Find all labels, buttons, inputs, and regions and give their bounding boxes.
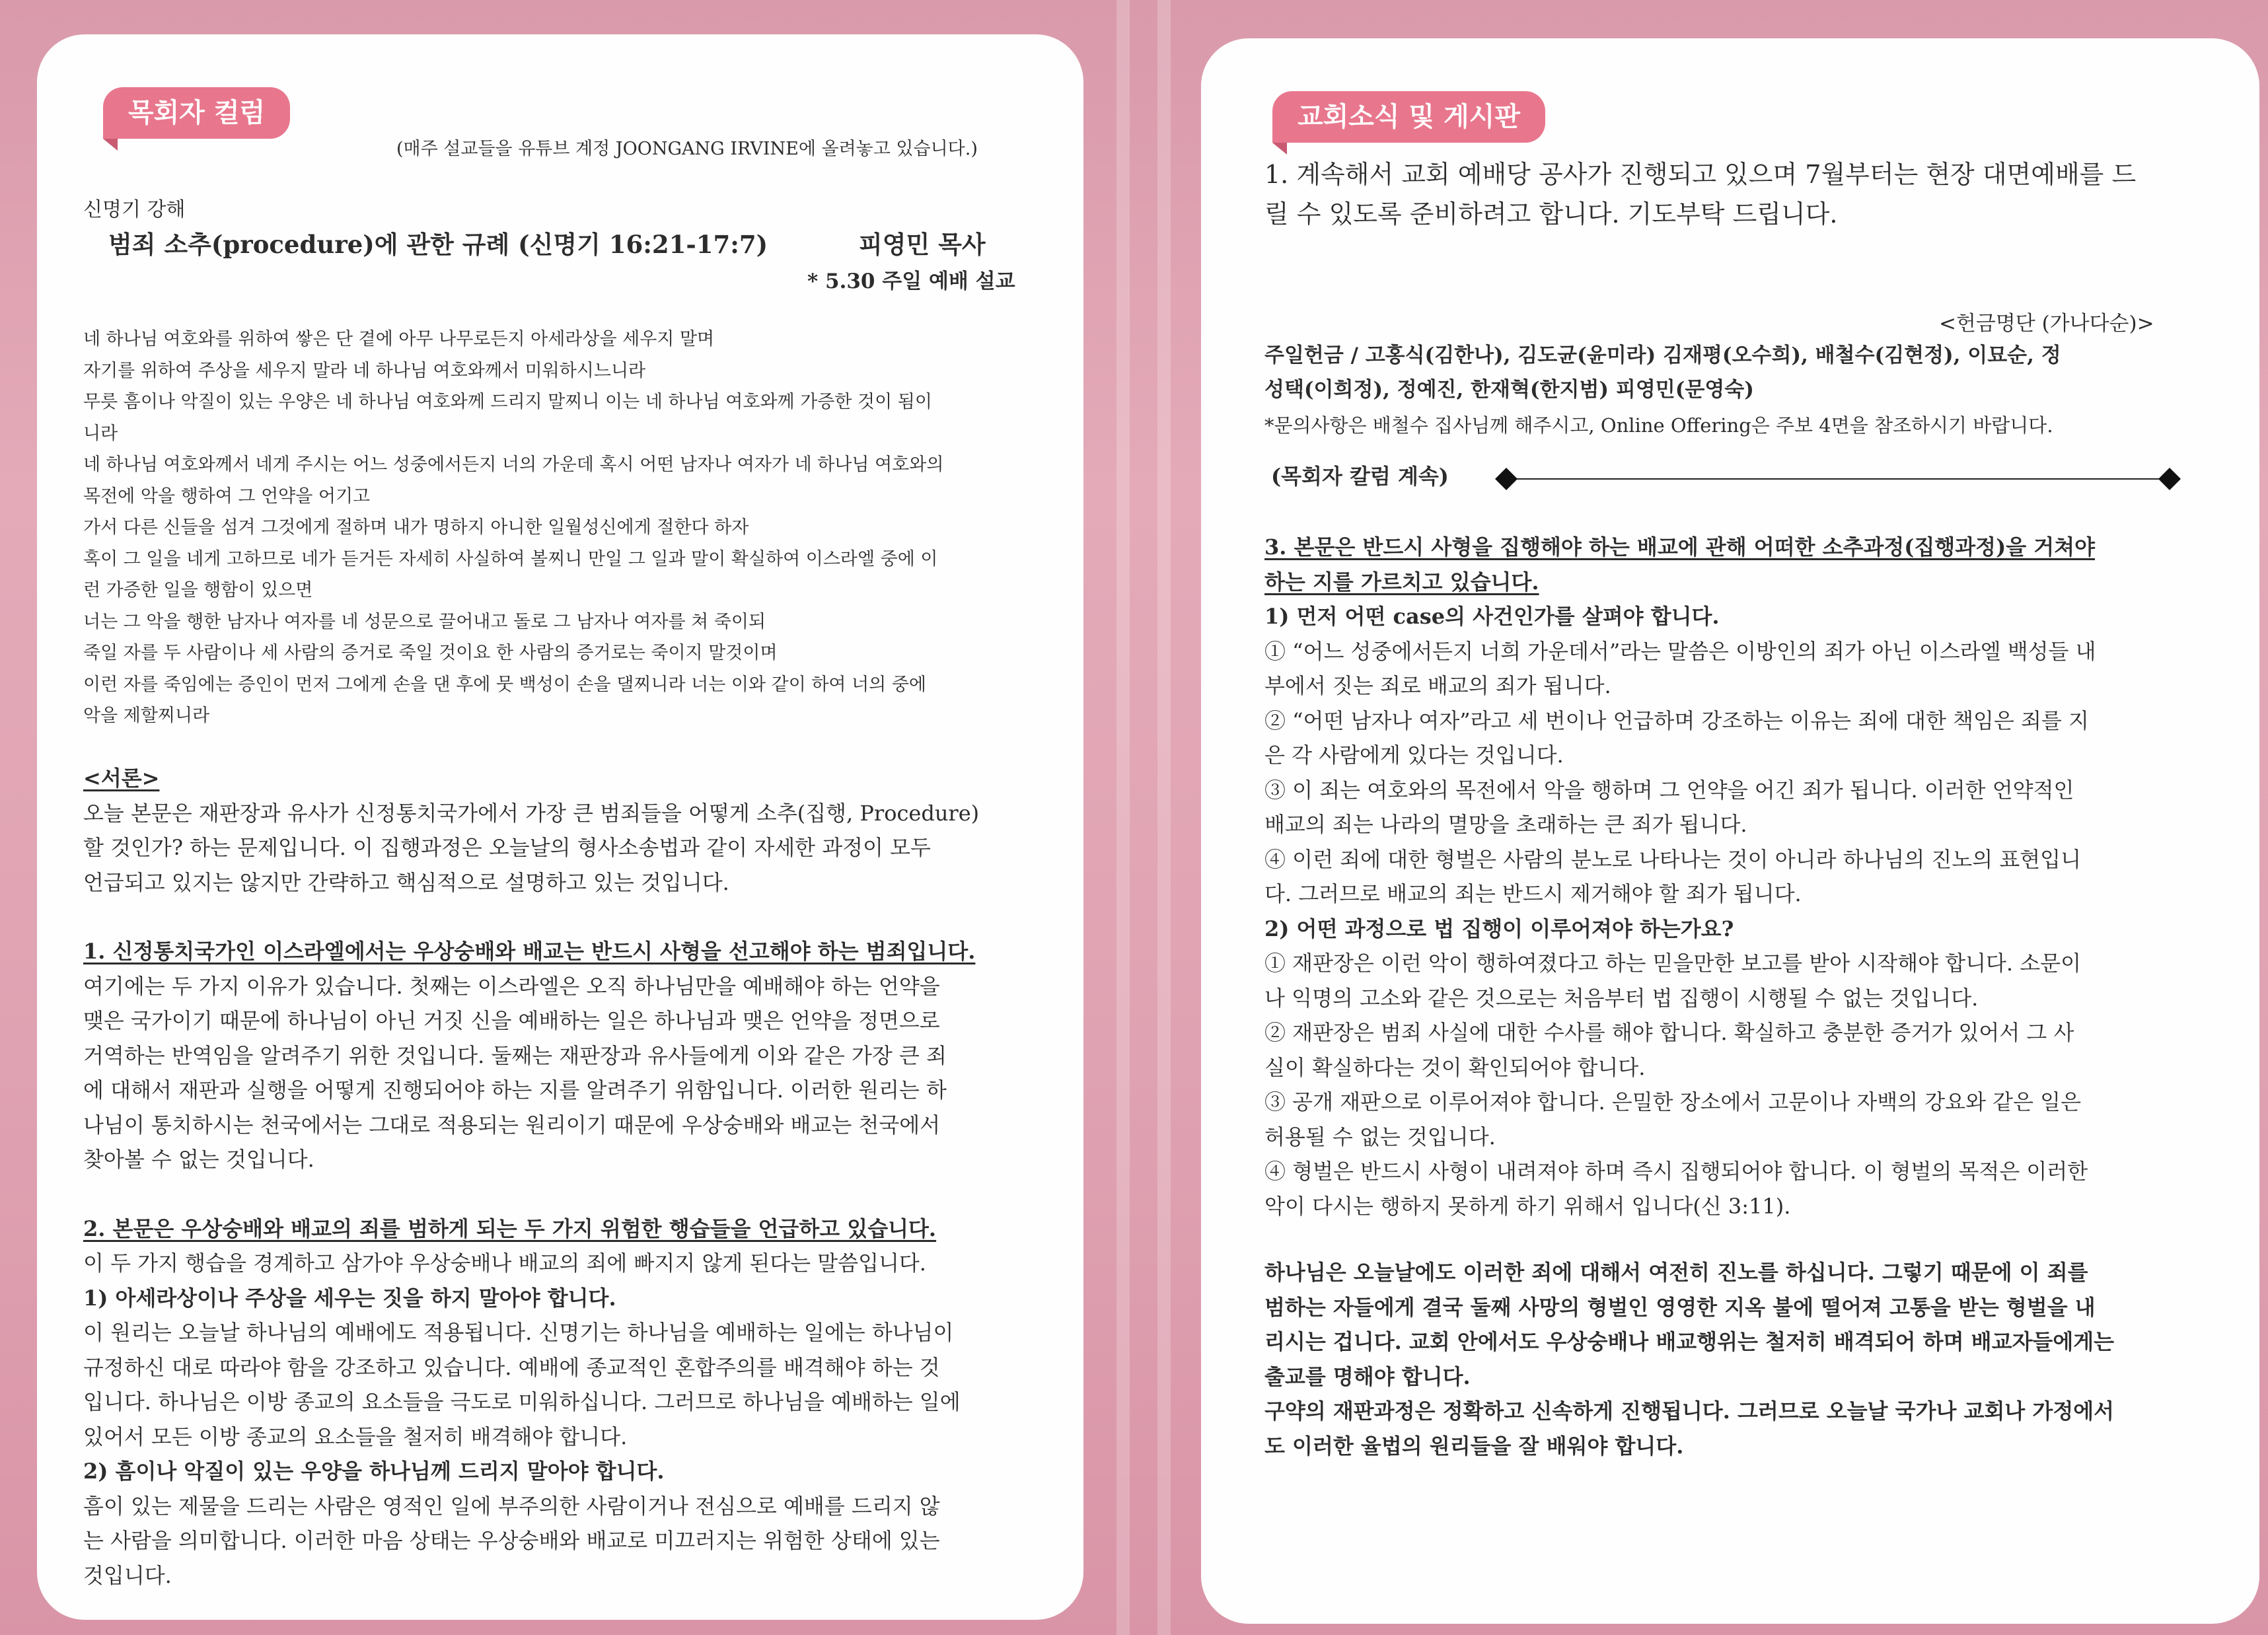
conclusion-line: 리시는 겁니다. 교회 안에서도 우상숭배나 배교행위는 철저히 배격되어 하며 배교자들에게는: [1264, 1329, 2115, 1354]
paragraph-line: 거역하는 반역임을 알려주기 위한 것입니다. 둘째는 재판장과 유사들에게 이와 같은 가장 큰 죄: [83, 1042, 947, 1068]
subsection-2-1-heading: 1) 아세라상이나 주상을 세우는 짓을 하지 말아야 합니다.: [83, 1285, 616, 1311]
paragraph-line: 나님이 통치하시는 천국에서는 그대로 적용되는 원리이기 때문에 우상숭배와 배교는 천국에서: [83, 1112, 941, 1138]
diamond-right-icon: [2158, 468, 2181, 490]
paragraph-line: 여기에는 두 가지 이유가 있습니다. 첫째는 이스라엘은 오직 하나님만을 예배해야 하는 언약을: [83, 973, 940, 999]
paragraph-line: ① 재판장은 이런 악이 행하여졌다고 하는 믿을만한 보고를 받아 시작해야 합니다. 소문이: [1264, 951, 2081, 976]
subsection-2-2-heading: 2) 흠이나 악질이 있는 우양을 하나님께 드리지 말아야 합니다.: [83, 1459, 665, 1484]
paragraph-line: 흠이 있는 제물을 드리는 사람은 영적인 일에 부주의한 사람이거나 전심으로 예배를 드리지 않: [83, 1493, 940, 1519]
paragraph-line: ③ 공개 재판으로 이루어져야 합니다. 은밀한 장소에서 고문이나 자백의 강요와 같은 일은: [1264, 1089, 2081, 1114]
spacer: [83, 900, 1040, 934]
donors-line: 성택(이희정), 정예진, 한재혁(한지범) 피영민(문영숙): [1264, 378, 1754, 402]
sermon-date: * 5.30 주일 예배 설교: [807, 270, 1015, 293]
paragraph-line: 있어서 모든 이방 종교의 요소들을 철저히 배격해야 합니다.: [83, 1424, 628, 1449]
paragraph-line: ② “어떤 남자나 여자”라고 세 번이나 언급하며 강조하는 이유는 죄에 대한 책임은 죄를 지: [1264, 708, 2089, 733]
spacer: [83, 1177, 1040, 1212]
paragraph-line: ③ 이 죄는 여호와의 목전에서 악을 행하며 그 언약을 어긴 죄가 됩니다. 이러한 언약적인: [1264, 777, 2074, 803]
paragraph-line: 에 대해서 재판과 실행을 어떻게 진행되어야 하는 지를 알려주기 위함입니다. 이러한 원리는 하: [83, 1077, 947, 1103]
donors-heading: <헌금명단 (가나다순)>: [1939, 312, 2154, 336]
paragraph-line: 은 각 사람에게 있다는 것입니다.: [1264, 743, 1564, 768]
verse-line: 니라: [83, 423, 118, 444]
news-line: 릴 수 있도록 준비하려고 합니다. 기도부탁 드립니다.: [1264, 200, 1838, 229]
youtube-notice: (매주 설교들을 유튜브 계정 JOONGANG IRVINE에 올려놓고 있습니다.): [396, 139, 978, 159]
verse-line: 자기를 위하여 주상을 세우지 말라 네 하나님 여호와께서 미워하시느니라: [83, 360, 646, 381]
news-line: 1. 계속해서 교회 예배당 공사가 진행되고 있으며 7월부터는 현장 대면예배를 드: [1264, 160, 2137, 189]
verse-line: 가서 다른 신들을 섬겨 그것에게 절하며 내가 명하지 아니한 일월성신에게 절한다 하자: [83, 517, 749, 538]
paragraph-line: ④ 이런 죄에 대한 형벌은 사람의 분노로 나타나는 것이 아니라 하나님의 진노의 표현입니: [1264, 846, 2081, 872]
donors-note: *문의사항은 배철수 집사님께 해주시고, Online Offering은 주보 4면을 참조하시기 바랍니다.: [1264, 414, 2053, 437]
donors-list: [1264, 338, 2183, 407]
verse-line: 목전에 악을 행하여 그 언약을 어기고: [83, 486, 371, 507]
verse-line: 혹이 그 일을 네게 고하므로 네가 듣거든 자세히 사실하여 볼찌니 만일 그 일과 말이 확실하여 이스라엘 중에 이: [83, 548, 938, 569]
section-1-heading: 1. 신정통치국가인 이스라엘에서는 우상숭배와 배교는 반드시 사형을 선고해야 하는 범죄입니다.: [83, 939, 976, 964]
paragraph-line: 부에서 짓는 죄로 배교의 죄가 됩니다.: [1264, 673, 1611, 698]
paragraph-line: ① “어느 성중에서든지 너희 가운데서”라는 말씀은 이방인의 죄가 아닌 이스라엘 백성들 내: [1264, 638, 2096, 664]
paragraph-line: 규정하신 대로 따라야 함을 강조하고 있습니다. 예배에 종교적인 혼합주의를 배격해야 하는 것: [83, 1354, 940, 1380]
donors-line: 주일헌금 / 고홍식(김한나), 김도균(윤미라) 김재평(오수희), 배철수(김현정), 이묘순, 정: [1264, 344, 2061, 367]
paragraph-line: 맺은 국가이기 때문에 하나님이 아닌 거짓 신을 예배하는 일은 하나님과 맺은 언약을 정면으로: [83, 1008, 940, 1033]
diamond-left-icon: [1495, 468, 1518, 490]
paragraph-line: 찾아볼 수 없는 것입니다.: [83, 1147, 314, 1172]
paragraph-line: 배교의 죄는 나라의 멸망을 초래하는 큰 죄가 됩니다.: [1264, 812, 1747, 837]
paragraph-line: ④ 형벌은 반드시 사형이 내려져야 하며 즉시 집행되어야 합니다. 이 형벌의 목적은 이러한: [1264, 1159, 2088, 1184]
church-news: [1264, 155, 2183, 234]
paragraph-line: 이 두 가지 행습을 경계하고 삼가야 우상숭배나 배교의 죄에 빠지지 않게 된다는 말씀입니다.: [83, 1251, 926, 1276]
verse-line: 런 가증한 일을 행함이 있으면: [83, 580, 313, 600]
spacer: [1264, 1223, 2183, 1255]
verse-line: 죽일 자를 두 사람이나 세 사람의 증거로 죽일 것이요 한 사람의 증거로는 죽이지 말것이며: [83, 643, 778, 663]
verse-line: 네 하나님 여호와를 위하여 쌓은 단 곁에 아무 나무로든지 아세라상을 세우지 말며: [83, 329, 715, 349]
column-continued-label: (목회자 칼럼 계속): [1271, 464, 1449, 489]
verse-line: 너는 그 악을 행한 남자나 여자를 네 성문으로 끌어내고 돌로 그 남자나 여자를 쳐 죽이되: [83, 611, 766, 632]
paragraph-line: 허용될 수 없는 것입니다.: [1264, 1124, 1496, 1149]
paragraph-line: 다. 그러므로 배교의 죄는 반드시 제거해야 할 죄가 됩니다.: [1264, 881, 1802, 906]
closing-line: 도 이러한 율법의 원리들을 잘 배워야 합니다.: [1264, 1433, 1684, 1459]
column-continued-body: [1264, 530, 2183, 1463]
scripture-passage: [83, 324, 1040, 732]
paragraph-line: 오늘 본문은 재판장과 유사가 신정통치국가에서 가장 큰 범죄들을 어떻게 소추(집행, Procedure): [83, 800, 980, 826]
verse-line: 이런 자를 죽임에는 증인이 먼저 그에게 손을 댄 후에 뭇 백성이 손을 댈찌니라 너는 이와 같이 하여 너의 중에: [83, 674, 927, 695]
paragraph-line: 것입니다.: [83, 1562, 172, 1588]
intro-heading: <서론>: [83, 766, 160, 791]
conclusion-line: 출교를 명해야 합니다.: [1264, 1363, 1471, 1389]
divider-line: [1490, 462, 2185, 495]
paragraph-line: 할 것인가? 하는 문제입니다. 이 집행과정은 오늘날의 형사소송법과 같이 자세한 과정이 모두: [83, 835, 931, 860]
paragraph-line: 나 익명의 고소와 같은 것으로는 처음부터 법 집행이 시행될 수 없는 것입니다.: [1264, 985, 1979, 1011]
paragraph-line: 언급되고 있지는 않지만 간략하고 핵심적으로 설명하고 있는 것입니다.: [83, 869, 729, 895]
subsection-3-1-heading: 1) 먼저 어떤 case의 사건인가를 살펴야 합니다.: [1264, 604, 1720, 629]
paragraph-line: ② 재판장은 범죄 사실에 대한 수사를 해야 합니다. 확실하고 충분한 증거가 있어서 그 사: [1264, 1020, 2074, 1045]
closing-line: 구약의 재판과정은 정확하고 신속하게 진행됩니다. 그러므로 오늘날 국가나 교회나 가정에서: [1264, 1399, 2115, 1424]
section-3-heading: 하는 지를 가르치고 있습니다.: [1264, 569, 1539, 595]
section-2-heading: 2. 본문은 우상숭배와 배교의 죄를 범하게 되는 두 가지 위험한 행습들을 언급하고 있습니다.: [83, 1216, 937, 1241]
conclusion-line: 범하는 자들에게 결국 둘째 사망의 형벌인 영영한 지옥 불에 떨어져 고통을 받는 형벌을 내: [1264, 1294, 2096, 1320]
paragraph-line: 입니다. 하나님은 이방 종교의 요소들을 극도로 미워하십니다. 그러므로 하나님을 예배하는 일에: [83, 1389, 961, 1414]
paragraph-line: 악이 다시는 행하지 못하게 하기 위해서 입니다(신 3:11).: [1264, 1193, 1791, 1219]
verse-line: 무릇 흠이나 악질이 있는 우양은 네 하나님 여호와께 드리지 말찌니 이는 네 하나님 여호와께 가증한 것이 됨이: [83, 392, 932, 412]
series-label: 신명기 강해: [83, 198, 186, 221]
paragraph-line: 는 사람을 의미합니다. 이러한 마음 상태는 우상숭배와 배교로 미끄러지는 위험한 상태에 있는: [83, 1528, 940, 1553]
sermon-author: 피영민 목사: [859, 230, 986, 259]
subsection-3-2-heading: 2) 어떤 과정으로 법 집행이 이루어져야 하는가요?: [1264, 916, 1734, 941]
column-body: [83, 761, 1040, 1593]
paragraph-line: 실이 확실하다는 것이 확인되어야 합니다.: [1264, 1054, 1646, 1080]
paragraph-line: 이 원리는 오늘날 하나님의 예배에도 적용됩니다. 신명기는 하나님을 예배하는 일에는 하나님이: [83, 1320, 954, 1345]
section-tag-pastor-column: 목회자 컬럼: [103, 87, 290, 139]
verse-line: 네 하나님 여호와께서 네게 주시는 어느 성중에서든지 너의 가운데 혹시 어떤 남자나 여자가 네 하나님 여호와의: [83, 454, 944, 475]
sermon-title: 범죄 소추(procedure)에 관한 규례 (신명기 16:21-17:7): [108, 230, 768, 259]
verse-line: 악을 제할찌니라: [83, 706, 210, 726]
section-tag-church-news: 교회소식 및 게시판: [1272, 91, 1545, 143]
conclusion-line: 하나님은 오늘날에도 이러한 죄에 대해서 여전히 진노를 하십니다. 그렇기 때문에 이 죄를: [1264, 1260, 2088, 1285]
section-3-heading: 3. 본문은 반드시 사형을 집행해야 하는 배교에 관해 어떠한 소추과정(집행과정)을 거쳐야: [1264, 534, 2096, 560]
